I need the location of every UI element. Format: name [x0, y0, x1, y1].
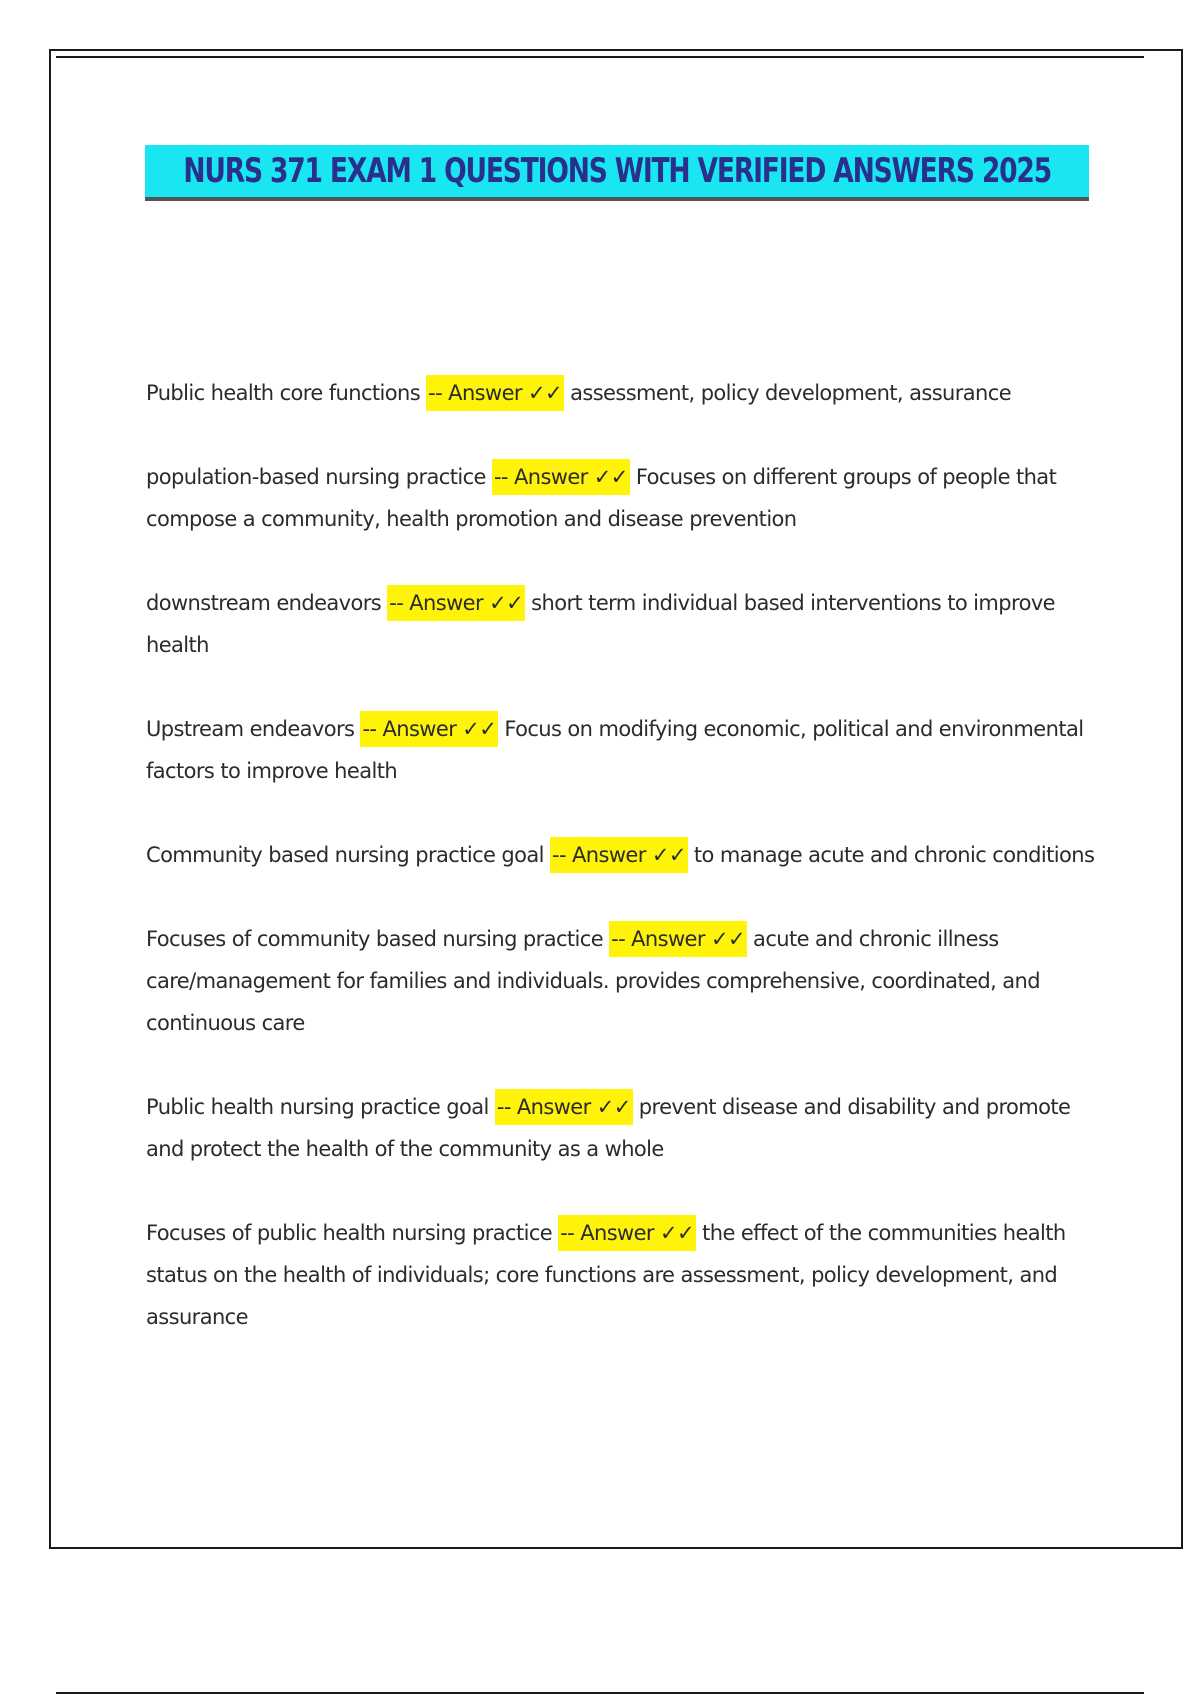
- answer-text: Focus on modifying economic, political and environmental factors to improve health: [146, 717, 1084, 783]
- answer-marker: -- Answer ✓✓: [492, 459, 630, 495]
- question-text: Community based nursing practice goal: [146, 843, 544, 867]
- answer-text: Focuses on different groups of people that compose a community, health promotion and disease prevention: [146, 465, 1057, 531]
- question-text: Public health core functions: [146, 381, 421, 405]
- question-text: downstream endeavors: [146, 591, 382, 615]
- question-text: Upstream endeavors: [146, 717, 355, 741]
- answer-text: prevent disease and disability and promote and protect the health of the community as a whole: [146, 1095, 1071, 1161]
- answer-marker: -- Answer ✓✓: [558, 1215, 696, 1251]
- question-text: Public health nursing practice goal: [146, 1095, 489, 1119]
- qa-item: [146, 708, 1096, 792]
- document-title: NURS 371 EXAM 1 QUESTIONS WITH VERIFIED ANSWERS 2025: [183, 151, 1051, 191]
- answer-marker: -- Answer ✓✓: [426, 375, 564, 411]
- bottom-rule: [56, 1692, 1144, 1694]
- question-text: Focuses of public health nursing practice: [146, 1221, 553, 1245]
- qa-item: [146, 1212, 1096, 1338]
- answer-text: acute and chronic illness care/management for families and individuals. provides comprehensive, coordinated, and continuous care: [146, 927, 1040, 1035]
- title-banner: [145, 145, 1089, 201]
- answer-text: short term individual based interventions to improve health: [146, 591, 1055, 657]
- answer-text: assessment, policy development, assurance: [570, 381, 1012, 405]
- qa-item: [146, 918, 1096, 1044]
- answer-marker: -- Answer ✓✓: [360, 711, 498, 747]
- qa-item: [146, 1086, 1096, 1170]
- qa-list: [146, 372, 1096, 1380]
- answer-marker: -- Answer ✓✓: [609, 921, 747, 957]
- question-text: population-based nursing practice: [146, 465, 486, 489]
- qa-item: [146, 834, 1096, 876]
- qa-item: [146, 456, 1096, 540]
- answer-marker: -- Answer ✓✓: [387, 585, 525, 621]
- answer-text: the effect of the communities health status on the health of individuals; core functions are assessment, policy development, and assurance: [146, 1221, 1066, 1329]
- answer-text: to manage acute and chronic conditions: [693, 843, 1095, 867]
- answer-marker: -- Answer ✓✓: [495, 1089, 633, 1125]
- answer-marker: -- Answer ✓✓: [550, 837, 688, 873]
- qa-item: [146, 372, 1096, 414]
- qa-item: [146, 582, 1096, 666]
- question-text: Focuses of community based nursing practice: [146, 927, 604, 951]
